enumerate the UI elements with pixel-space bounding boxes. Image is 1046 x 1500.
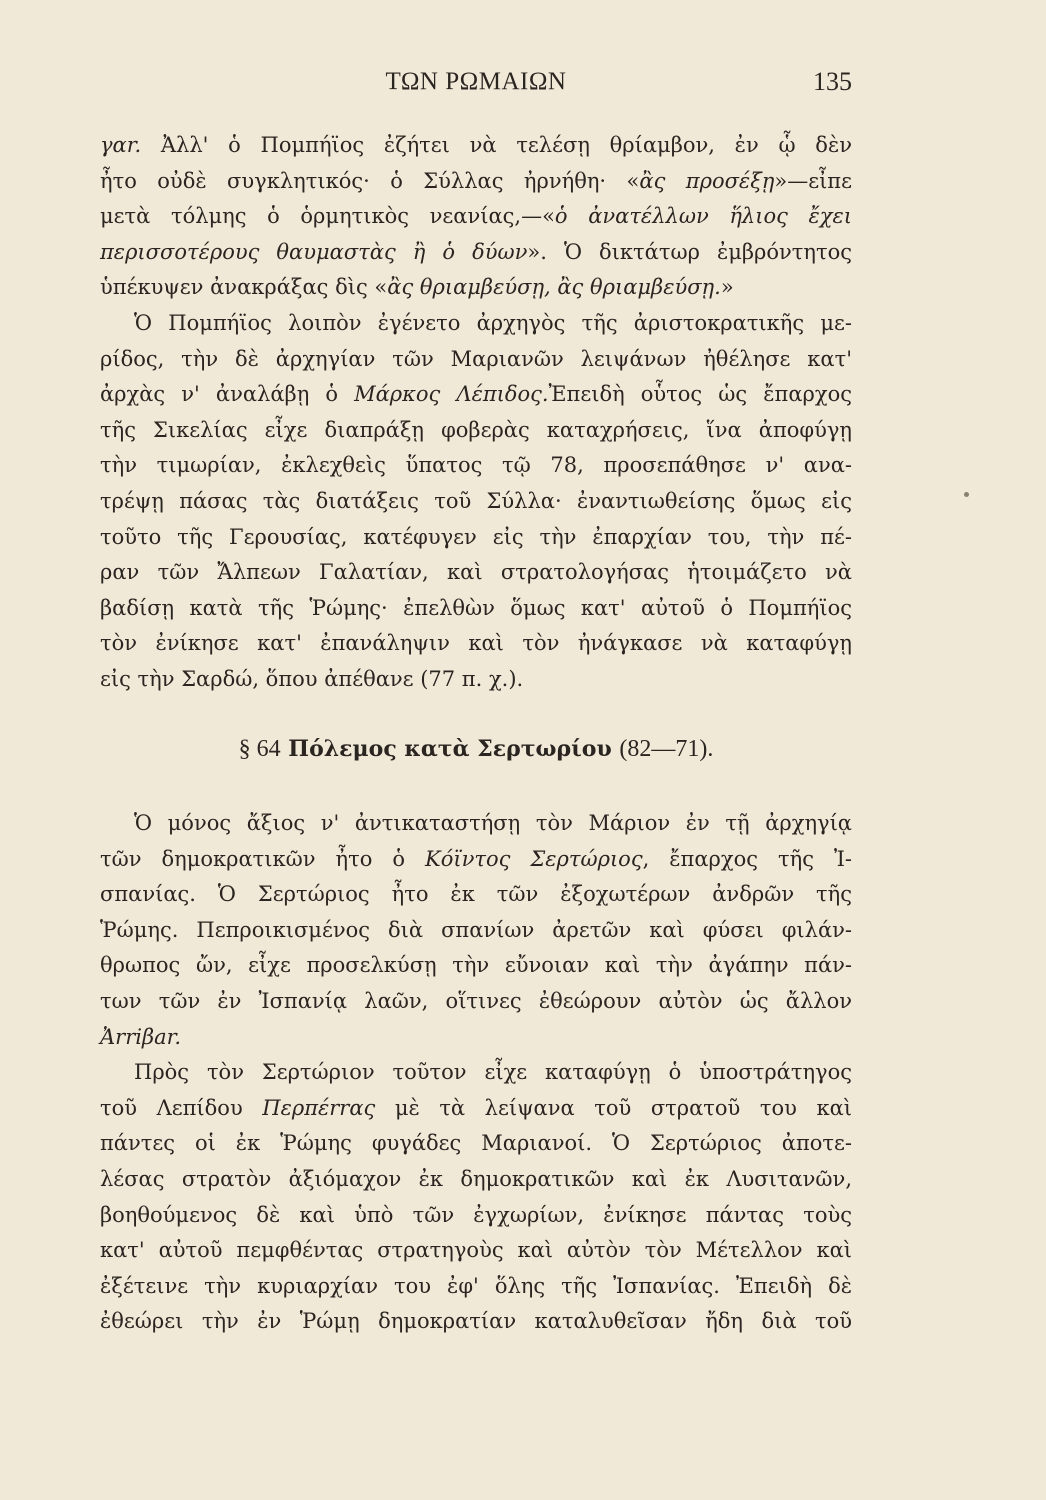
italic-text: Ἀrriβar. [100,1024,182,1049]
line-text: τρέψῃ πάσας τὰς διατάξεις τοῦ Σύλλα· ἐναντιωθείσης ὅμως εἰς [100,488,852,513]
line-text: σπανίας. Ὁ Σερτώριος ἦτο ἐκ τῶν ἐξοχωτέρων ἀνδρῶν τῆς [100,882,852,907]
line-text: τοῦ Λεπίδου [100,1095,263,1120]
text-line [100,270,852,306]
text-line [100,913,852,949]
text-line [100,164,852,200]
line-text: εἰς τὴν Σαρδώ, ὅπου ἀπέθανε (77 π. χ.). [100,666,524,691]
line-text: ραν τῶν Ἄλπεων Γαλατίαν, καὶ στρατολογήσας ἡτοιμάζετο νὰ [100,560,852,585]
italic-text: ὁ ἀνατέλλων ἥλιος ἔχει [554,204,852,229]
line-text: μετὰ τόλμης ὁ ὁρμητικὸς νεανίας,—« [100,204,555,229]
line-text: βοηθούμενος δὲ καὶ ὑπὸ τῶν ἐγχωρίων, ἐνίκησε πάντας τοὺς [100,1202,852,1227]
line-text: »—εἶπε [774,168,852,193]
line-text: θρωπος ὤν, εἶχε προσελκύσῃ τὴν εὔνοιαν καὶ τὴν ἀγάπην πάν- [100,953,852,978]
text-line [100,306,852,342]
text-line [100,1269,852,1305]
text-line [100,1126,852,1162]
text-line [100,520,852,556]
text-line [100,555,852,591]
paper-speck [964,492,969,497]
section-dates: (82—71). [619,736,714,762]
line-text: Ἐπειδὴ οὗτος ὡς ἔπαρχος [548,382,852,407]
text-line [100,448,852,484]
running-header [100,62,852,102]
text-line [100,1162,852,1198]
text-line [100,948,852,984]
line-text: ὑπέκυψεν ἀνακράξας δὶς « [100,275,388,300]
text-line [100,591,852,627]
text-line [100,662,852,698]
text-line [100,1304,852,1340]
italic-text: Περπέrrας [262,1095,376,1120]
text-line [100,1198,852,1234]
line-text: λέσας στρατὸν ἀξιόμαχον ἐκ δημοκρατικῶν καὶ ἐκ Λυσιτανῶν, [100,1166,852,1191]
text-line [100,1091,852,1127]
italic-text: γαr. [100,133,142,157]
text-line [100,626,852,662]
text-line [100,1020,852,1056]
line-text: Πρὸς τὸν Σερτώριον τοῦτον εἶχε καταφύγῃ ὁ ὑποστράτηγος [134,1060,852,1085]
page-number: 135 [813,67,852,96]
line-text: Ἀλλ' ὁ Πομπήϊος ἐζήτει νὰ τελέσῃ θρίαμβον, ἐν ᾧ δὲν [141,133,852,157]
body-text-top [100,128,852,698]
line-text: κατ' αὐτοῦ πεμφθέντας στρατηγοὺς καὶ αὐτὸν τὸν Μέτελλον καὶ [100,1238,852,1263]
body-text-bottom [100,806,852,1340]
line-text: , ἔπαρχος τῆς Ἰ- [642,846,852,871]
line-text: ἀρχὰς ν' ἀναλάβῃ ὁ [100,382,355,407]
line-text: τῆς Σικελίας εἶχε διαπράξῃ φοβερὰς καταχρήσεις, ἵνα ἀποφύγῃ [100,417,852,442]
line-text: των τῶν ἐν Ἰσπανίᾳ λαῶν, οἵτινες ἐθεώρουν αὐτὸν ὡς ἄλλον [100,988,852,1013]
line-text: τῶν δημοκρατικῶν ἦτο ὁ [100,846,426,871]
section-number: § 64 [238,736,281,762]
line-text: τὴν τιμωρίαν, ἐκλεχθεὶς ὕπατος τῷ 78, προσεπάθησε ν' ανα- [100,453,852,478]
text-line [100,842,852,878]
text-line [100,877,852,913]
line-text: ». Ὁ δικτάτωρ ἐμβρόντητος [527,239,852,264]
text-line [100,235,852,271]
line-text: Ῥώμης. Πεπροικισμένος διὰ σπανίων ἀρετῶν καὶ φύσει φιλάν- [100,917,852,942]
text-line [100,1233,852,1269]
italic-text: Κόϊντος Σερτώριος [425,846,643,871]
line-text: Ὁ μόνος ἄξιος ν' ἀντικαταστήσῃ τὸν Μάριον ἐν τῇ ἀρχηγίᾳ [134,811,852,835]
line-text: πάντες οἱ ἐκ Ῥώμης φυγάδες Μαριανοί. Ὁ Σερτώριος ἀποτε- [100,1131,852,1156]
text-line [100,413,852,449]
italic-text: ἂς προσέξῃ [639,168,775,193]
italic-text: Μάρκος Λέπιδος. [354,382,549,407]
text-line [100,342,852,378]
line-text: ἐξέτεινε τὴν κυριαρχίαν του ἐφ' ὅλης τῆς Ἰσπανίας. Ἐπειδὴ δὲ [100,1273,852,1298]
line-text: τοῦτο τῆς Γερουσίας, κατέφυγεν εἰς τὴν ἐπαρχίαν του, τὴν πέ- [100,524,852,549]
line-text: μὲ τὰ λείψανα τοῦ στρατοῦ του καὶ [375,1095,852,1120]
section-title: Πόλεμος κατὰ Σερτωρίου [288,736,612,762]
italic-text: περισσοτέρους θαυμαστὰς ἢ ὁ δύων [100,239,528,264]
text-line [100,484,852,520]
line-text: βαδίσῃ κατὰ τῆς Ῥώμης· ἐπελθὼν ὅμως κατ' αὐτοῦ ὁ Πομπήϊος [100,595,852,620]
text-line [100,128,852,164]
line-text: » [720,275,734,300]
running-title: ΤΩΝ ΡΩΜΑΙΩΝ [385,68,567,95]
text-line [100,199,852,235]
text-line [100,984,852,1020]
section-heading [100,728,852,769]
line-text: ἐθεώρει τὴν ἐν Ῥώμῃ δημοκρατίαν καταλυθεῖσαν ἤδη διὰ τοῦ [100,1309,852,1334]
line-text: ἦτο οὐδὲ συγκλητικός· ὁ Σύλλας ἠρνήθη· « [100,168,640,193]
line-text: ρίδος, τὴν δὲ ἀρχηγίαν τῶν Μαριανῶν λειψάνων ἠθέλησε κατ' [100,346,852,371]
line-text: Ὁ Πομπήϊος λοιπὸν ἐγένετο ἀρχηγὸς τῆς ἀριστοκρατικῆς με- [134,310,852,335]
text-line [100,806,852,842]
italic-text: ἂς θριαμβεύσῃ, ἂς θριαμβεύσῃ. [387,275,721,300]
text-line [100,1055,852,1091]
line-text: τὸν ἐνίκησε κατ' ἐπανάληψιν καὶ τὸν ἠνάγκασε νὰ καταφύγῃ [100,631,852,656]
text-line [100,377,852,413]
